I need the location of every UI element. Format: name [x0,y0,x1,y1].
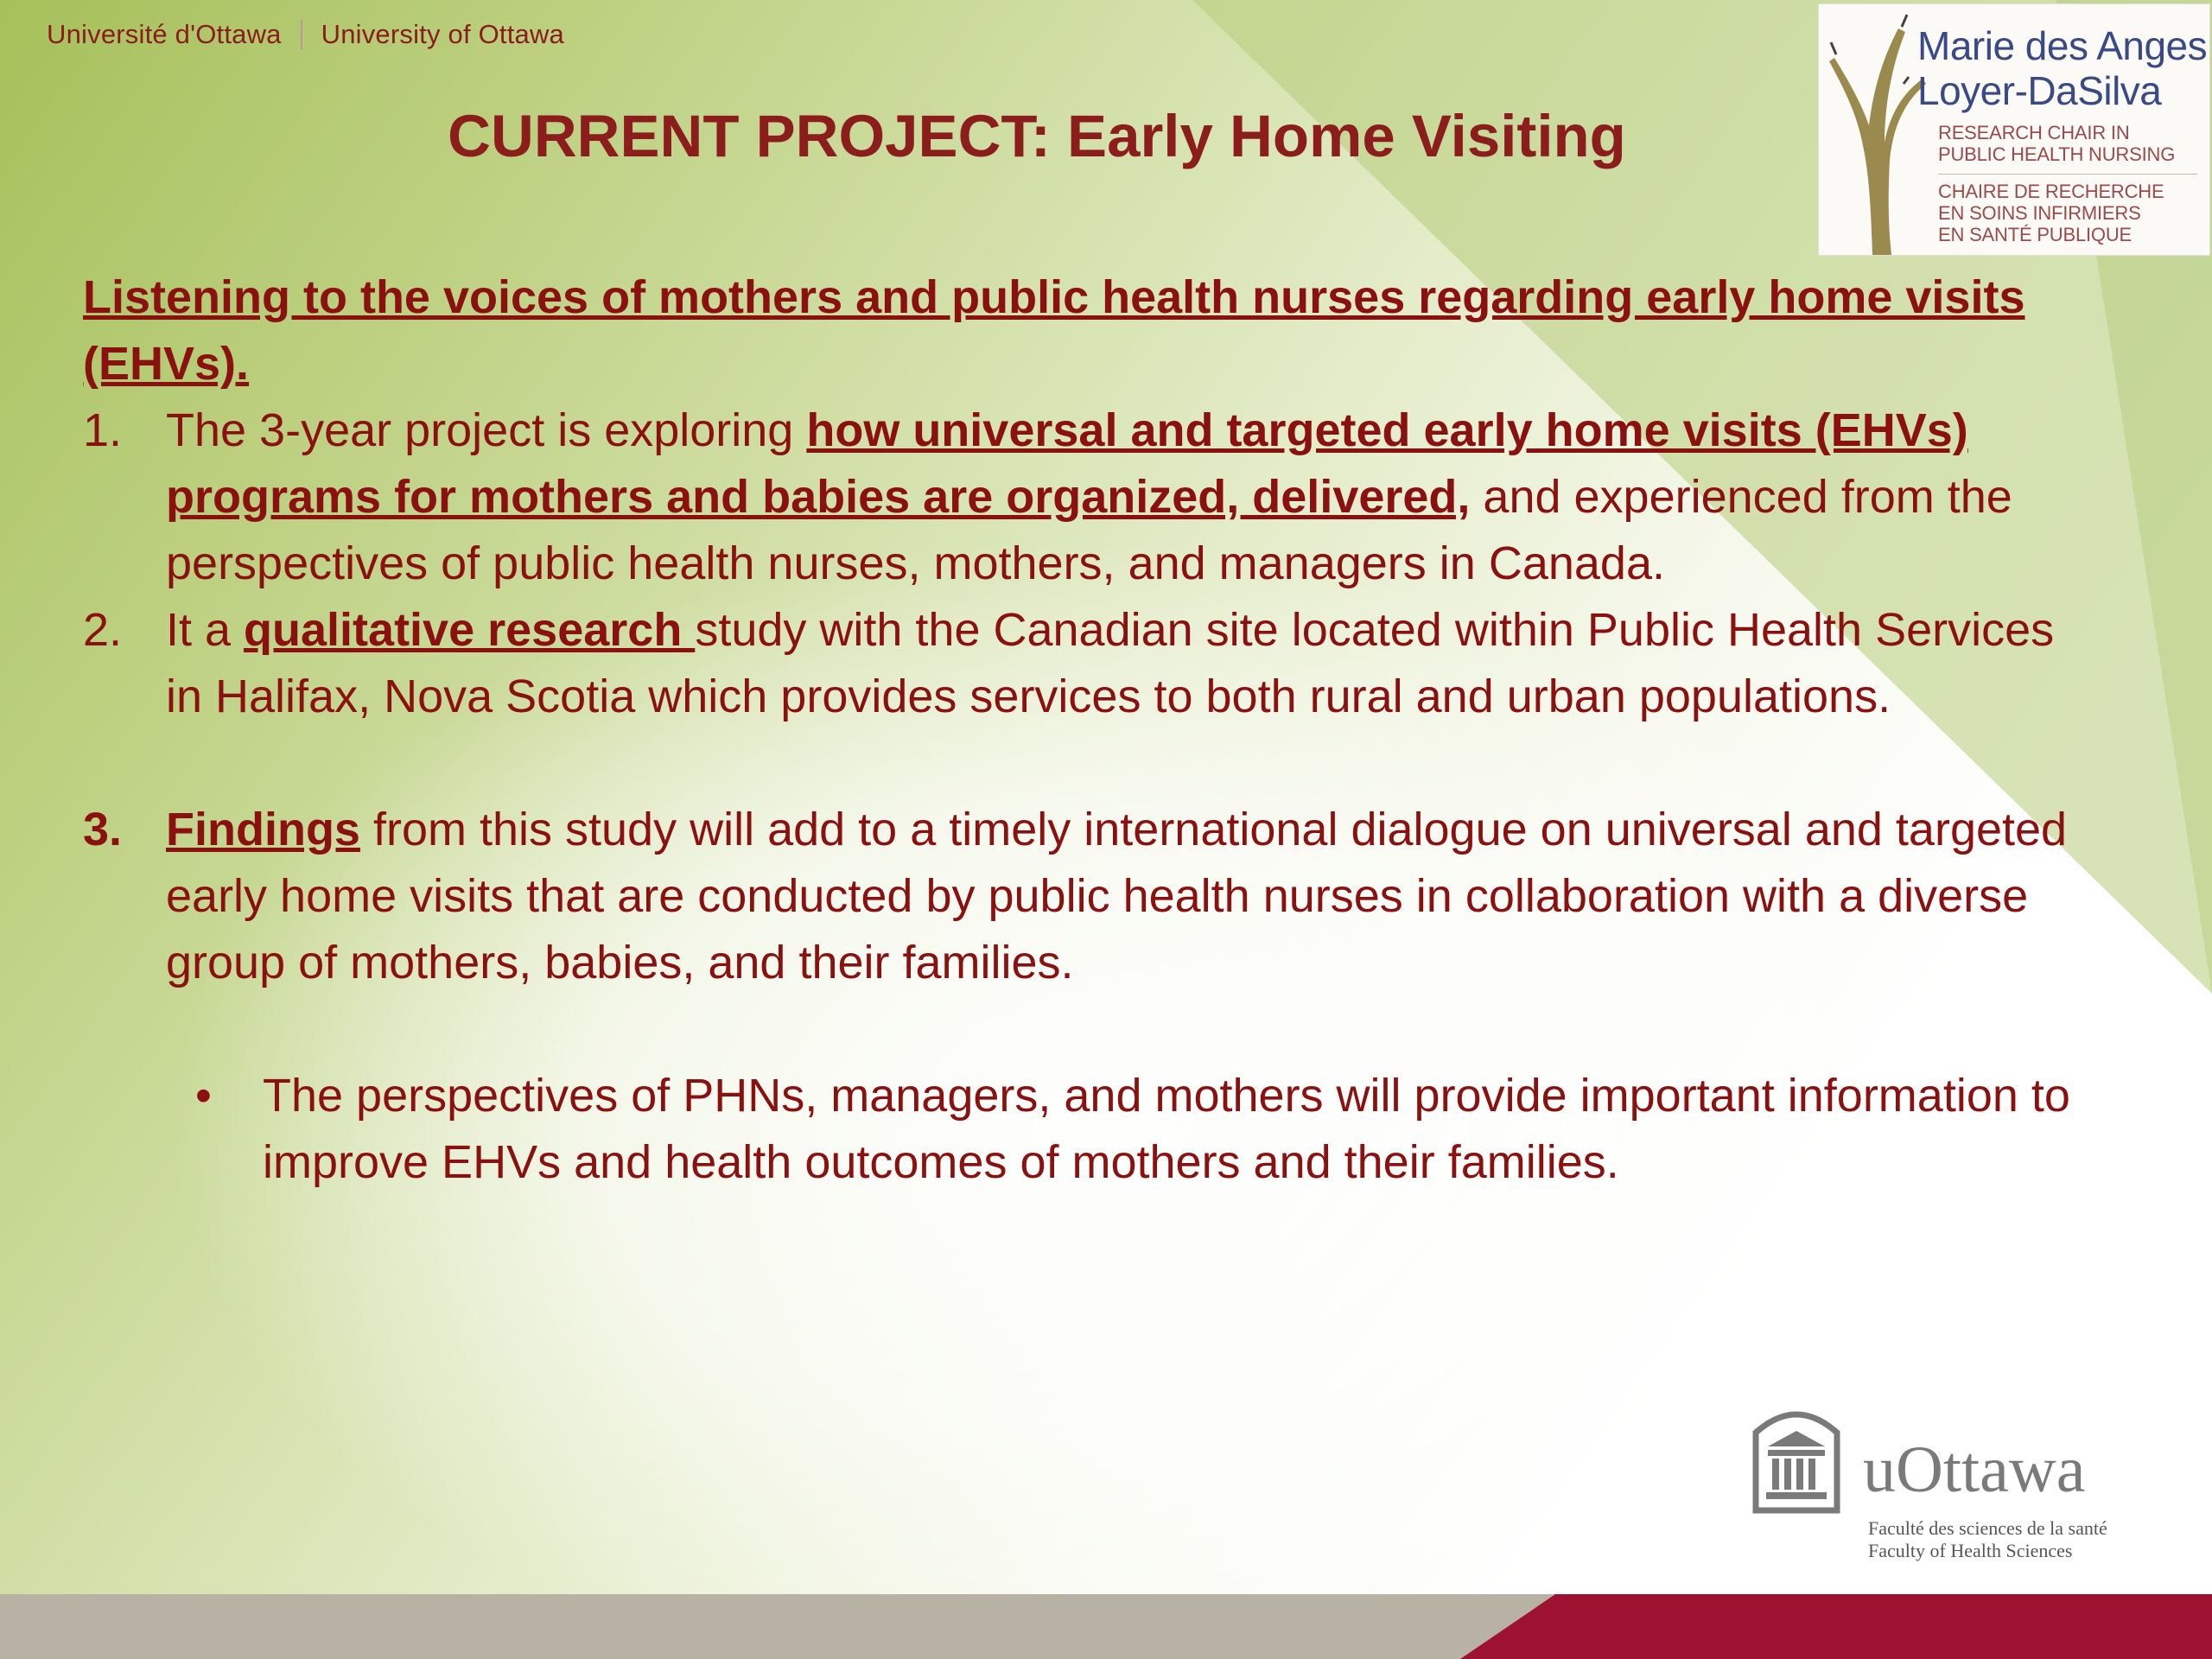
bullet-item [83,1063,2096,1196]
list-number: 2. [83,604,123,656]
item-text-post: study with the Canadian site located within Public Health Services in Halifax, Nova Scotia which provides services to both rural and urban populations. [166,604,2055,722]
university-name-fr: Université d'Ottawa [47,19,282,49]
chair-title-fr-line2: EN SOINS INFIRMIERS [1938,202,2141,224]
item-text-emphasis: how universal and targeted early home visits (EHVs) programs for mothers and babies are organized, delivered, [166,404,1968,523]
list-item-3 [83,797,2096,996]
chair-name-line2: Loyer-DaSilva [1917,68,2162,113]
chair-title-en-line2: PUBLIC HEALTH NURSING [1938,143,2176,165]
item-text-post: from this study will add to a timely international dialogue on universal and targeted early home visits that are conducted by public health nurses in collaboration with a diverse group of mothers, babies, and their families. [166,804,2068,988]
bullet-icon: • [195,1070,212,1122]
list-item-2 [83,597,2096,730]
university-name-en: University of Ottawa [321,19,564,49]
item-text-emphasis: qualitative research [244,604,696,656]
slide-title: CURRENT PROJECT: Early Home Visiting [448,103,1626,169]
uottawa-wordmark: uOttawa [1863,1433,2086,1506]
spacer [83,996,2096,1063]
slide-body [83,264,2096,1196]
item-text-pre: It a [166,604,245,656]
chair-title-en-line1: RESEARCH CHAIR IN [1938,122,2130,143]
item-text-emphasis: Findings [166,804,360,855]
faculty-name-en: Faculty of Health Sciences [1868,1540,2073,1561]
chair-title-fr-line3: EN SANTÉ PUBLIQUE [1938,224,2132,245]
list-item-1 [83,397,2096,597]
uottawa-logo [1749,1403,2198,1567]
item-text-post: and experienced from the perspectives of public health nurses, mothers, and managers in Canada. [166,471,2012,589]
faculty-name-fr: Faculté des sciences de la santé [1868,1517,2107,1539]
chair-name [1917,23,2207,113]
list-number: 3. [83,804,123,855]
footer-bar [0,1594,2212,1659]
chair-divider [1938,174,2197,175]
footer-bar-red [1460,1594,2212,1659]
intro-heading: Listening to the voices of mothers and public health nurses regarding early home visits (EHVs). [83,271,2025,390]
chair-name-line1: Marie des Anges [1917,23,2208,68]
chair-title-fr [1938,181,2164,245]
bullet-text: The perspectives of PHNs, managers, and mothers will provide important information to improve EHVs and health outcomes of mothers and their families. [263,1070,2070,1188]
university-header [0,0,703,69]
building-icon [1749,1403,1844,1516]
chair-title-fr-line1: CHAIRE DE RECHERCHE [1938,181,2164,202]
list-number: 1. [83,404,123,456]
header-divider [301,20,302,49]
item-text-pre: The 3-year project is exploring [166,404,807,456]
spacer [83,730,2096,797]
